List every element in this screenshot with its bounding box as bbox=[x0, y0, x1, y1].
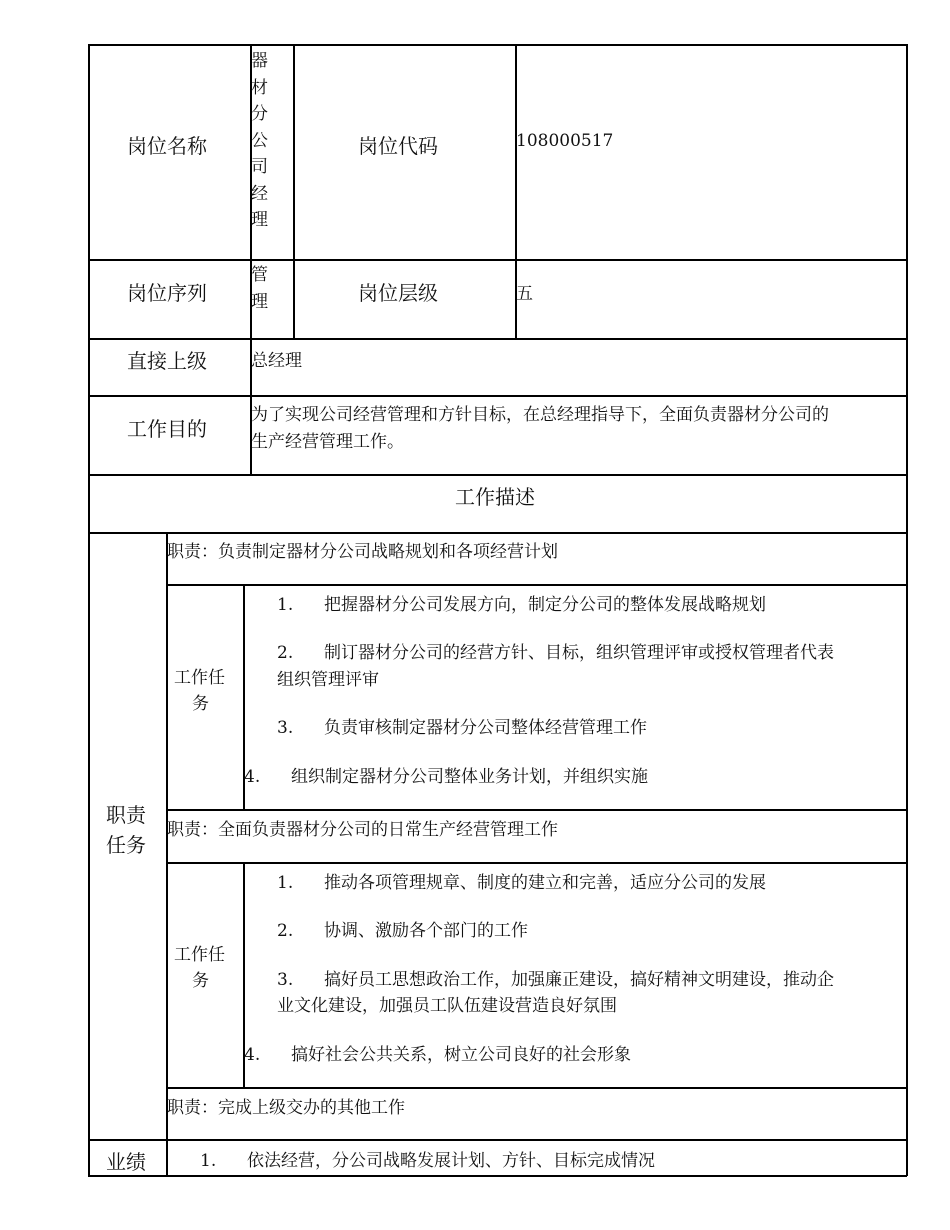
post-name-label: 岗位名称 bbox=[127, 134, 207, 158]
task-item: 4. 搞好社会公共关系，树立公司良好的社会形象 bbox=[244, 1045, 631, 1065]
task-item-continuation: 业文化建设，加强员工队伍建设营造良好氛围 bbox=[277, 996, 617, 1016]
post-level-value: 五 bbox=[516, 284, 533, 304]
task-item: 1. 推动各项管理规章、制度的建立和完善，适应分公司的发展 bbox=[277, 873, 766, 893]
column-divider bbox=[293, 44, 295, 339]
row-divider bbox=[88, 259, 907, 261]
post-name-value: 器 材 分 公 司 经 理 bbox=[251, 51, 268, 230]
task-item: 3. 负责审核制定器材分公司整体经营管理工作 bbox=[277, 718, 647, 738]
task-item: 3. 搞好员工思想政治工作，加强廉正建设，搞好精神文明建设，推动企 bbox=[277, 970, 834, 990]
performance-item: 1. 依法经营，分公司战略发展计划、方针、目标完成情况 bbox=[200, 1151, 655, 1171]
column-divider bbox=[166, 532, 168, 1176]
duty-section-label-line-1: 职责 bbox=[106, 803, 146, 827]
task-item: 4. 组织制定器材分公司整体业务计划，并组织实施 bbox=[244, 767, 648, 787]
table-border-left bbox=[88, 44, 90, 1176]
purpose-label: 工作目的 bbox=[127, 417, 207, 441]
task-item: 2. 协调、激励各个部门的工作 bbox=[277, 921, 528, 941]
duty-title: 职责：完成上级交办的其他工作 bbox=[167, 1098, 405, 1118]
purpose-text-line-2: 生产经营管理工作。 bbox=[251, 432, 404, 452]
duty-section-label-line-2: 任务 bbox=[106, 833, 146, 857]
task-item: 2. 制订器材分公司的经营方针、目标，组织管理评审或授权管理者代表 bbox=[277, 643, 834, 663]
task-label-line-2: 务 bbox=[192, 971, 209, 991]
post-level-label: 岗位层级 bbox=[358, 281, 438, 305]
row-divider bbox=[88, 1139, 907, 1141]
task-label-line-1: 工作任 bbox=[174, 945, 225, 965]
row-divider bbox=[88, 338, 907, 340]
row-divider bbox=[88, 532, 907, 534]
work-description-title: 工作描述 bbox=[455, 485, 535, 509]
row-divider bbox=[166, 584, 907, 586]
post-series-label: 岗位序列 bbox=[127, 281, 207, 305]
task-label-line-2: 务 bbox=[192, 694, 209, 714]
purpose-text-line-1: 为了实现公司经营管理和方针目标，在总经理指导下，全面负责器材分公司的 bbox=[251, 405, 829, 425]
table-border-bottom bbox=[88, 1175, 907, 1177]
post-series-value: 管 理 bbox=[251, 265, 268, 312]
row-divider bbox=[166, 1087, 907, 1089]
superior-label: 直接上级 bbox=[127, 349, 207, 373]
duty-title: 职责：全面负责器材分公司的日常生产经营管理工作 bbox=[167, 820, 558, 840]
table-border-right bbox=[906, 44, 908, 1176]
row-divider bbox=[88, 395, 907, 397]
post-code-label: 岗位代码 bbox=[358, 134, 438, 158]
superior-value: 总经理 bbox=[251, 351, 302, 371]
task-item: 1. 把握器材分公司发展方向，制定分公司的整体发展战略规划 bbox=[277, 595, 766, 615]
task-label-line-1: 工作任 bbox=[174, 668, 225, 688]
row-divider bbox=[166, 809, 907, 811]
table-border-top bbox=[88, 44, 907, 46]
task-item-continuation: 组织管理评审 bbox=[277, 670, 379, 690]
post-code-value: 108000517 bbox=[516, 131, 614, 151]
row-divider bbox=[88, 474, 907, 476]
duty-title: 职责：负责制定器材分公司战略规划和各项经营计划 bbox=[167, 542, 558, 562]
performance-label: 业绩 bbox=[106, 1150, 146, 1174]
row-divider bbox=[166, 862, 907, 864]
